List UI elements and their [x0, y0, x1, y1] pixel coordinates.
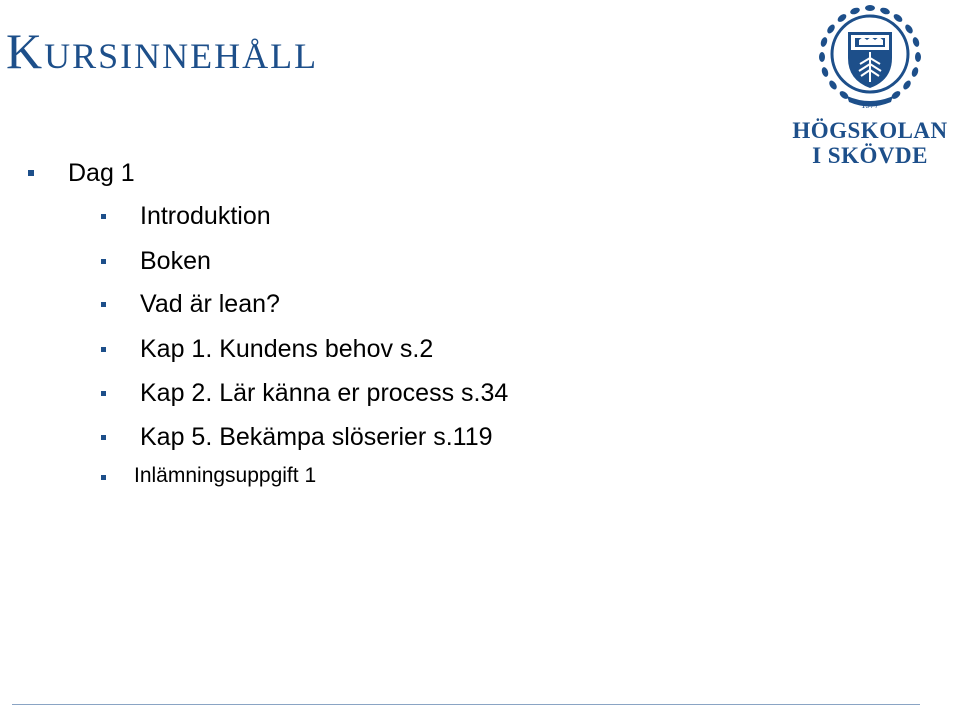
bullet-item-inlamningsuppgift: Inlämningsuppgift 1	[134, 464, 317, 487]
slide-title	[6, 23, 319, 79]
logo-text-line2: I SKÖVDE	[812, 143, 928, 168]
bullet-item-introduktion: Introduktion	[140, 202, 271, 230]
bullet-item-kap1: Kap 1. Kundens behov s.2	[140, 335, 434, 363]
bullet-item-boken: Boken	[140, 247, 211, 275]
bullet-item-kap2: Kap 2. Lär känna er process s.34	[140, 379, 509, 407]
bullet-item-kap5: Kap 5. Bekämpa slöserier s.119	[140, 423, 493, 451]
logo-text-line1: HÖGSKOLAN	[792, 118, 948, 143]
bullet-item-dag1: Dag 1	[68, 159, 135, 187]
square-bullet-icon	[101, 214, 106, 219]
square-bullet-icon	[101, 475, 106, 480]
bullet-item-vad-ar-lean: Vad är lean?	[140, 290, 280, 318]
square-bullet-icon	[28, 170, 34, 176]
square-bullet-icon	[101, 391, 106, 396]
university-logo	[782, 2, 958, 172]
square-bullet-icon	[101, 259, 106, 264]
hogskolan-skovde-seal-icon	[815, 2, 925, 114]
slide-title-rest: URSINNEHÅLL	[44, 36, 319, 76]
svg-text:1977: 1977	[861, 100, 879, 110]
square-bullet-icon	[101, 435, 106, 440]
square-bullet-icon	[101, 347, 106, 352]
square-bullet-icon	[101, 302, 106, 307]
footer-divider	[12, 704, 920, 705]
slide-title-initial: K	[6, 23, 45, 79]
